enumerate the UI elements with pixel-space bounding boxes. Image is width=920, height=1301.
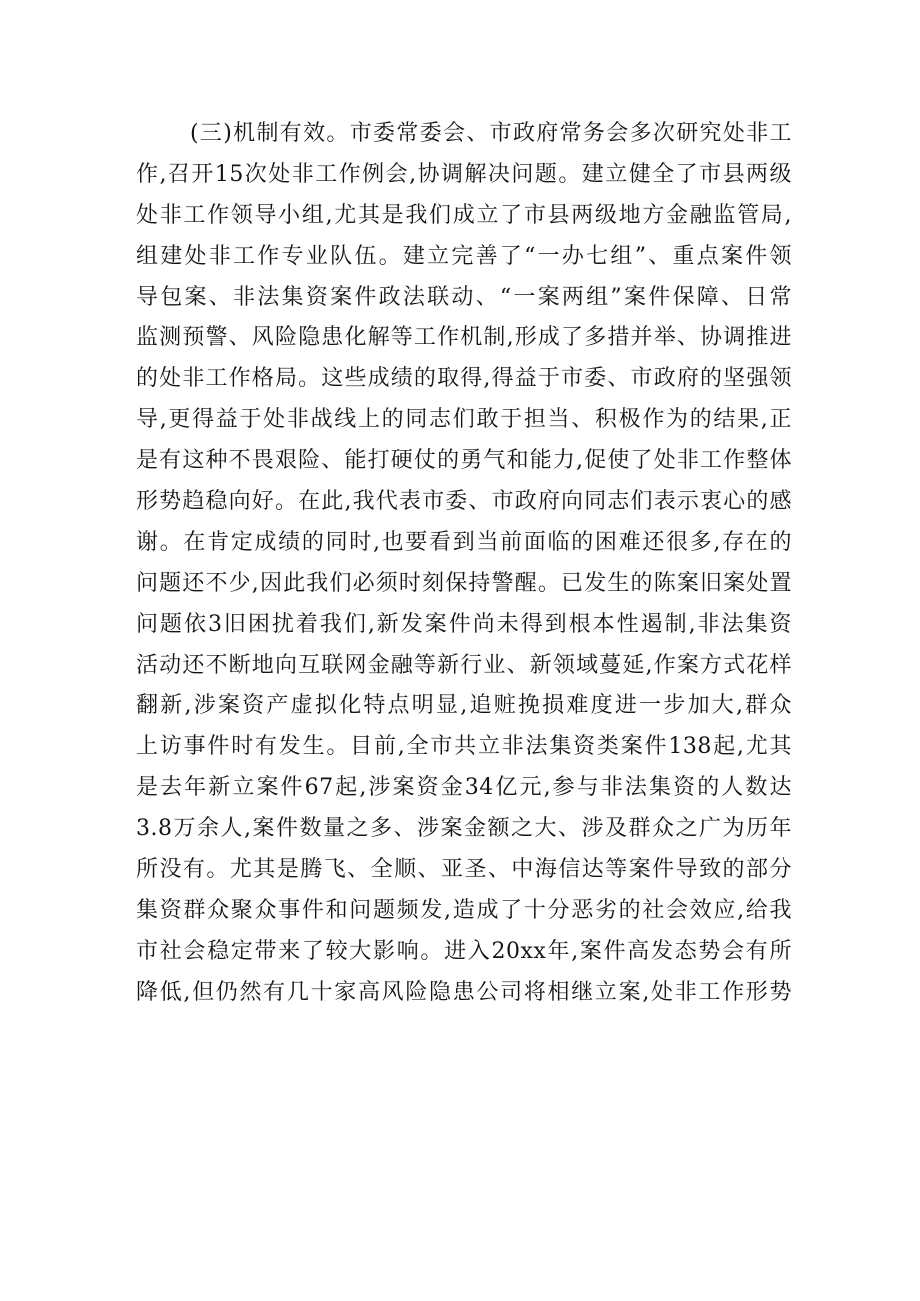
text-line: 导,更得益于处非战线上的同志们敢于担当、积极作为的结果,正	[136, 407, 792, 433]
text-line: 市社会稳定带来了较大影响。进入20xx年,案件高发态势会有所	[136, 938, 792, 964]
text-line: 是去年新立案件67起,涉案资金34亿元,参与非法集资的人数达	[136, 775, 792, 801]
text-line: 3.8万余人,案件数量之多、涉案金额之大、涉及群众之广为历年	[136, 816, 792, 842]
text-line: 的处非工作格局。这些成绩的取得,得益于市委、市政府的坚强领	[136, 366, 792, 392]
text-line: 集资群众聚众事件和问题频发,造成了十分恶劣的社会效应,给我	[136, 897, 792, 923]
text-line: 活动还不断地向互联网金融等新行业、新领域蔓延,作案方式花样	[136, 652, 792, 678]
text-line: 问题依3旧困扰着我们,新发案件尚未得到根本性遏制,非法集资	[136, 611, 792, 637]
body-paragraph	[136, 114, 792, 1014]
text-line: 是有这种不畏艰险、能打硬仗的勇气和能力,促使了处非工作整体	[136, 448, 792, 474]
text-line: 问题还不少,因此我们必须时刻保持警醒。已发生的陈案旧案处置	[136, 570, 792, 596]
text-line: 处非工作领导小组,尤其是我们成立了市县两级地方金融监管局,	[136, 202, 792, 228]
text-line: 监测预警、风险隐患化解等工作机制,形成了多措并举、协调推进	[136, 325, 792, 351]
text-line: 降低,但仍然有几十家高风险隐患公司将相继立案,处非工作形势	[136, 979, 792, 1005]
text-line: 形势趋稳向好。在此,我代表市委、市政府向同志们表示衷心的感	[136, 489, 792, 515]
text-line: 导包案、非法集资案件政法联动、“一案两组”案件保障、日常	[136, 284, 792, 310]
text-line: 作,召开15次处非工作例会,协调解决问题。建立健全了市县两级	[136, 161, 792, 187]
text-line: 谢。在肯定成绩的同时,也要看到当前面临的困难还很多,存在的	[136, 529, 792, 555]
text-line: 翻新,涉案资产虚拟化特点明显,追赃挽损难度进一步加大,群众	[136, 693, 792, 719]
text-line: 组建处非工作专业队伍。建立完善了“一办七组”、重点案件领	[136, 243, 792, 269]
text-line: (三)机制有效。市委常委会、市政府常务会多次研究处非工	[190, 121, 792, 146]
text-line: 所没有。尤其是腾飞、全顺、亚圣、中海信达等案件导致的部分	[136, 857, 792, 883]
text-line: 上访事件时有发生。目前,全市共立非法集资类案件138起,尤其	[136, 734, 792, 760]
